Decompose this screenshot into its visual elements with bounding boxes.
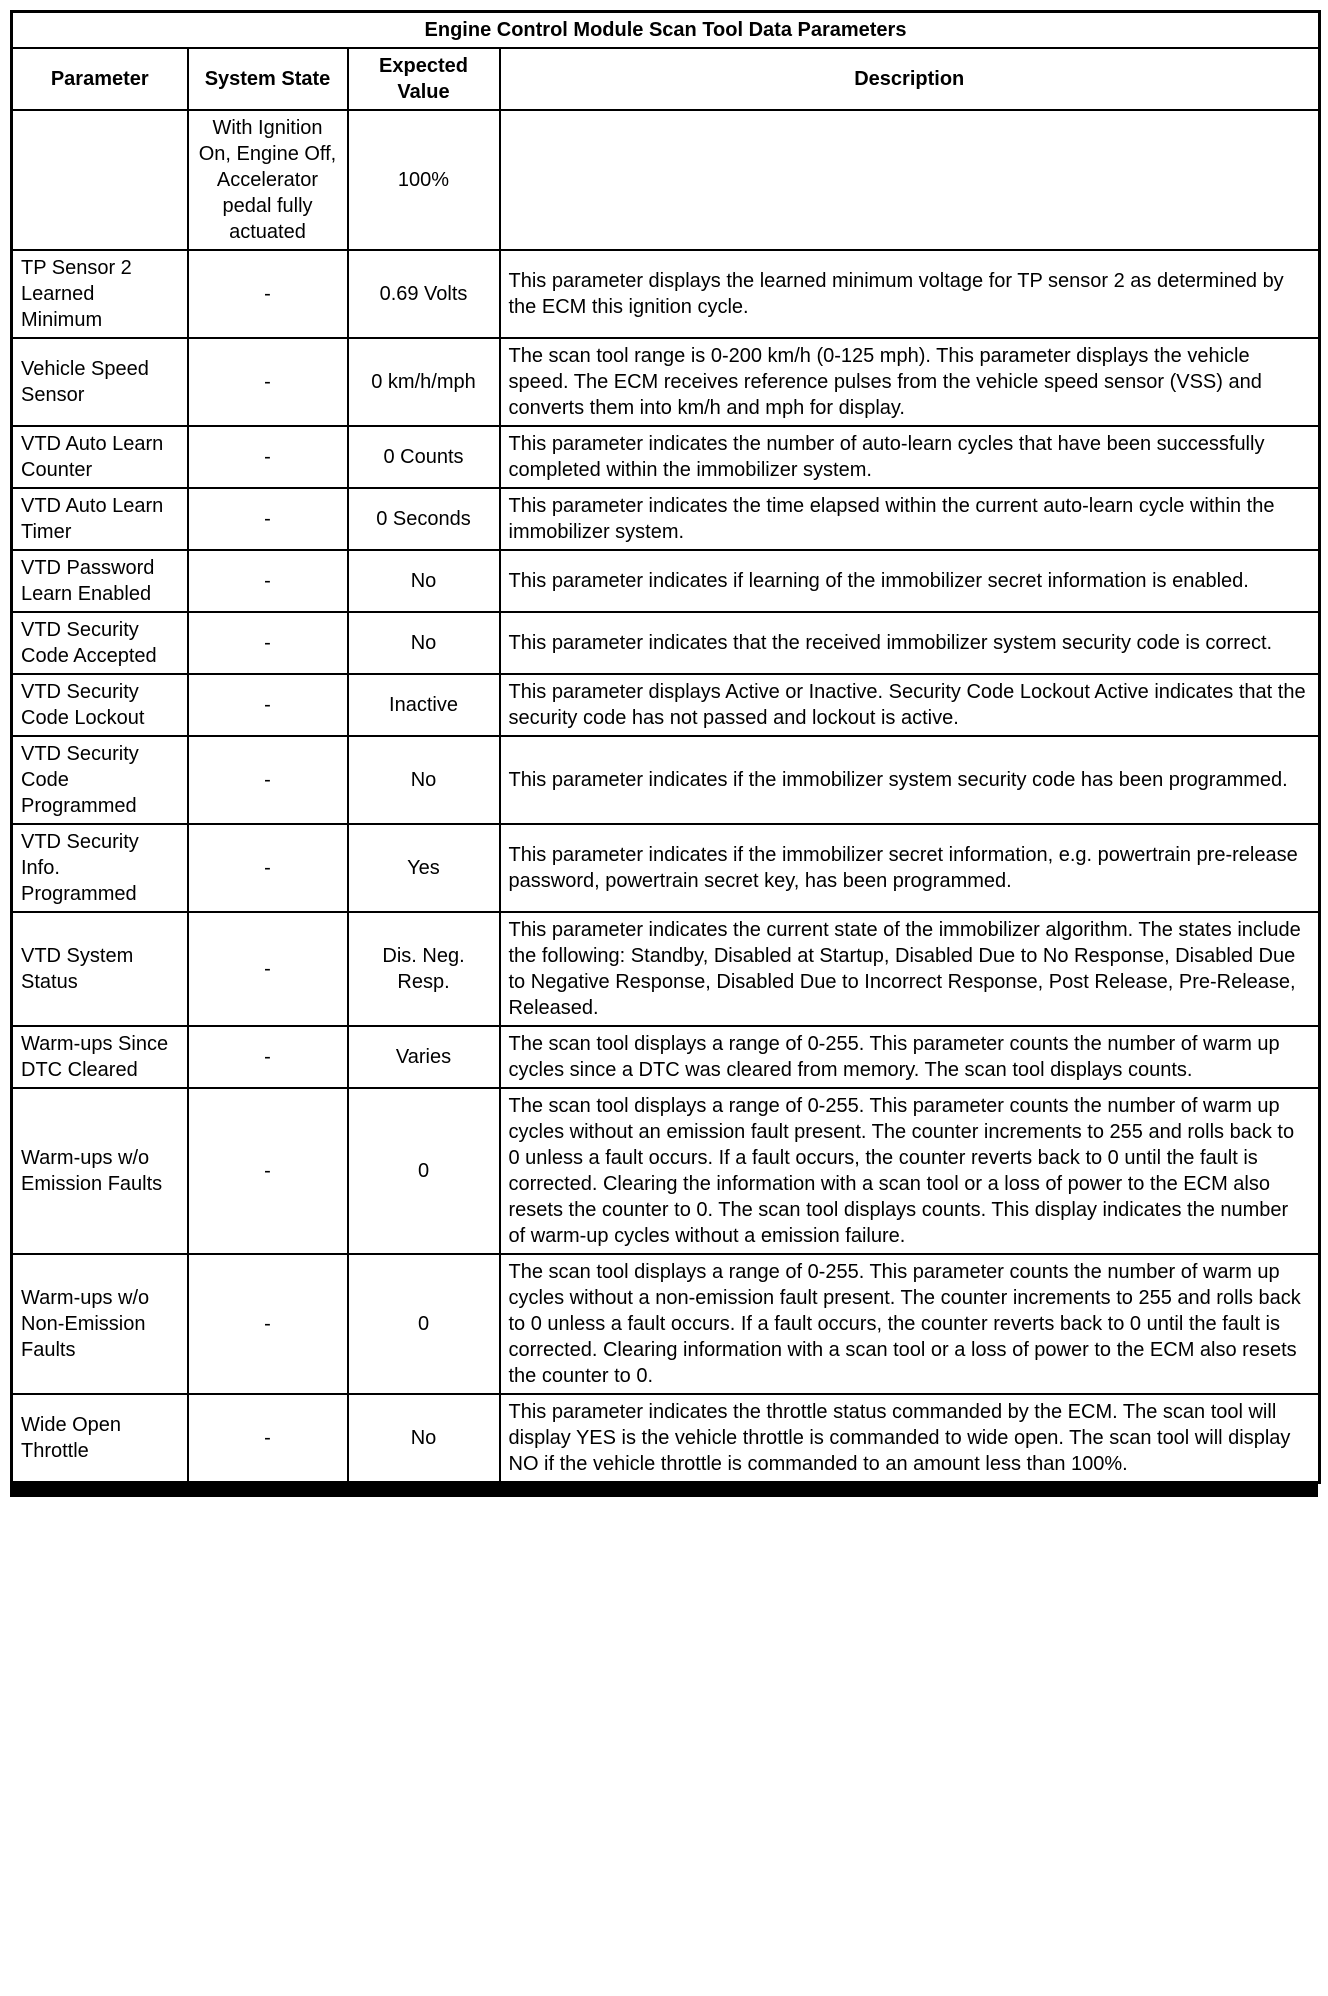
- expected-value-cell: Inactive: [348, 674, 500, 736]
- expected-value-cell: 100%: [348, 110, 500, 250]
- description-cell: This parameter indicates if the immobilizer secret information, e.g. powertrain pre-release password, powertrain secret key, has been programmed.: [500, 824, 1320, 912]
- description-cell: This parameter indicates the number of auto-learn cycles that have been successfully completed within the immobilizer system.: [500, 426, 1320, 488]
- expected-value-cell: No: [348, 1394, 500, 1483]
- expected-value-cell: Yes: [348, 824, 500, 912]
- expected-value-cell: Dis. Neg. Resp.: [348, 912, 500, 1026]
- description-cell: This parameter indicates the time elapsed within the current auto-learn cycle within the immobilizer system.: [500, 488, 1320, 550]
- parameter-cell: TP Sensor 2 Learned Minimum: [12, 250, 188, 338]
- expected-value-cell: 0: [348, 1088, 500, 1254]
- system-state-cell: -: [188, 426, 348, 488]
- table-row: [12, 736, 1320, 824]
- header-row: [12, 48, 1320, 110]
- table-row: [12, 1394, 1320, 1483]
- system-state-cell: -: [188, 1254, 348, 1394]
- expected-value-cell: 0 Counts: [348, 426, 500, 488]
- expected-value-cell: No: [348, 736, 500, 824]
- description-cell: This parameter indicates the throttle status commanded by the ECM. The scan tool will display YES is the vehicle throttle is commanded to wide open. The scan tool will display NO if the vehicle throttle is commanded to an amount less than 100%.: [500, 1394, 1320, 1483]
- description-cell: The scan tool displays a range of 0-255. This parameter counts the number of warm up cycles without a non-emission fault present. The counter increments to 255 and rolls back to 0 unless a fault occurs. If a fault occurs, the counter reverts back to 0 until the fault is corrected. Clearing information with a scan tool or a loss of power to the ECM also resets the counter to 0.: [500, 1254, 1320, 1394]
- table-body: [12, 110, 1320, 1483]
- header-expected-value: Expected Value: [348, 48, 500, 110]
- description-cell: This parameter indicates if the immobilizer system security code has been programmed.: [500, 736, 1320, 824]
- parameter-cell: VTD Auto Learn Timer: [12, 488, 188, 550]
- parameter-cell: VTD Auto Learn Counter: [12, 426, 188, 488]
- parameter-cell: Wide Open Throttle: [12, 1394, 188, 1483]
- description-cell: This parameter displays the learned minimum voltage for TP sensor 2 as determined by the ECM this ignition cycle.: [500, 250, 1320, 338]
- table-row: [12, 612, 1320, 674]
- description-cell: The scan tool range is 0-200 km/h (0-125 mph). This parameter displays the vehicle speed. The ECM receives reference pulses from the vehicle speed sensor (VSS) and converts them into km/h and mph for display.: [500, 338, 1320, 426]
- table-row: [12, 1026, 1320, 1088]
- system-state-cell: -: [188, 250, 348, 338]
- parameter-cell: VTD Password Learn Enabled: [12, 550, 188, 612]
- system-state-cell: -: [188, 824, 348, 912]
- expected-value-cell: 0 Seconds: [348, 488, 500, 550]
- system-state-cell: -: [188, 338, 348, 426]
- description-cell: The scan tool displays a range of 0-255. This parameter counts the number of warm up cycles without an emission fault present. The counter increments to 255 and rolls back to 0 unless a fault occurs. If a fault occurs, the counter reverts back to 0 until the fault is corrected. Clearing the information with a scan tool or a loss of power to the ECM also resets the counter to 0. The scan tool displays counts. This display indicates the number of warm-up cycles without a emission failure.: [500, 1088, 1320, 1254]
- system-state-cell: -: [188, 1026, 348, 1088]
- table-row: [12, 1088, 1320, 1254]
- title-row: [12, 12, 1320, 49]
- header-system-state: System State: [188, 48, 348, 110]
- table-title: Engine Control Module Scan Tool Data Parameters: [12, 12, 1320, 49]
- parameter-cell: VTD System Status: [12, 912, 188, 1026]
- parameter-cell: [12, 110, 188, 250]
- table-row: [12, 1254, 1320, 1394]
- expected-value-cell: 0.69 Volts: [348, 250, 500, 338]
- table-row: [12, 426, 1320, 488]
- expected-value-cell: 0: [348, 1254, 500, 1394]
- parameter-cell: VTD Security Code Programmed: [12, 736, 188, 824]
- expected-value-cell: No: [348, 612, 500, 674]
- header-parameter: Parameter: [12, 48, 188, 110]
- table-bottom-bar: [10, 1484, 1318, 1497]
- table-row: [12, 338, 1320, 426]
- table-row: [12, 110, 1320, 250]
- description-cell: This parameter indicates that the received immobilizer system security code is correct.: [500, 612, 1320, 674]
- system-state-cell: With Ignition On, Engine Off, Accelerator pedal fully actuated: [188, 110, 348, 250]
- system-state-cell: -: [188, 612, 348, 674]
- description-cell: The scan tool displays a range of 0-255. This parameter counts the number of warm up cycles since a DTC was cleared from memory. The scan tool displays counts.: [500, 1026, 1320, 1088]
- description-cell: This parameter indicates if learning of the immobilizer secret information is enabled.: [500, 550, 1320, 612]
- scan-tool-data-table: [10, 10, 1321, 1484]
- system-state-cell: -: [188, 1394, 348, 1483]
- system-state-cell: -: [188, 1088, 348, 1254]
- expected-value-cell: 0 km/h/mph: [348, 338, 500, 426]
- parameter-cell: VTD Security Code Accepted: [12, 612, 188, 674]
- description-cell: This parameter displays Active or Inactive. Security Code Lockout Active indicates that the security code has not passed and lockout is active.: [500, 674, 1320, 736]
- parameter-cell: VTD Security Code Lockout: [12, 674, 188, 736]
- parameter-cell: VTD Security Info. Programmed: [12, 824, 188, 912]
- header-description: Description: [500, 48, 1320, 110]
- system-state-cell: -: [188, 488, 348, 550]
- system-state-cell: -: [188, 674, 348, 736]
- table-row: [12, 674, 1320, 736]
- expected-value-cell: No: [348, 550, 500, 612]
- parameter-cell: Warm-ups w/o Non-Emission Faults: [12, 1254, 188, 1394]
- system-state-cell: -: [188, 736, 348, 824]
- parameter-cell: Vehicle Speed Sensor: [12, 338, 188, 426]
- table-row: [12, 824, 1320, 912]
- system-state-cell: -: [188, 550, 348, 612]
- description-cell: [500, 110, 1320, 250]
- table-row: [12, 250, 1320, 338]
- parameter-cell: Warm-ups Since DTC Cleared: [12, 1026, 188, 1088]
- table-row: [12, 488, 1320, 550]
- parameter-cell: Warm-ups w/o Emission Faults: [12, 1088, 188, 1254]
- system-state-cell: -: [188, 912, 348, 1026]
- table-row: [12, 912, 1320, 1026]
- expected-value-cell: Varies: [348, 1026, 500, 1088]
- description-cell: This parameter indicates the current state of the immobilizer algorithm. The states include the following: Standby, Disabled at Startup, Disabled Due to No Response, Disabled Due to Negative Response, Disabled Due to Incorrect Response, Post Release, Pre-Release, Released.: [500, 912, 1320, 1026]
- table-row: [12, 550, 1320, 612]
